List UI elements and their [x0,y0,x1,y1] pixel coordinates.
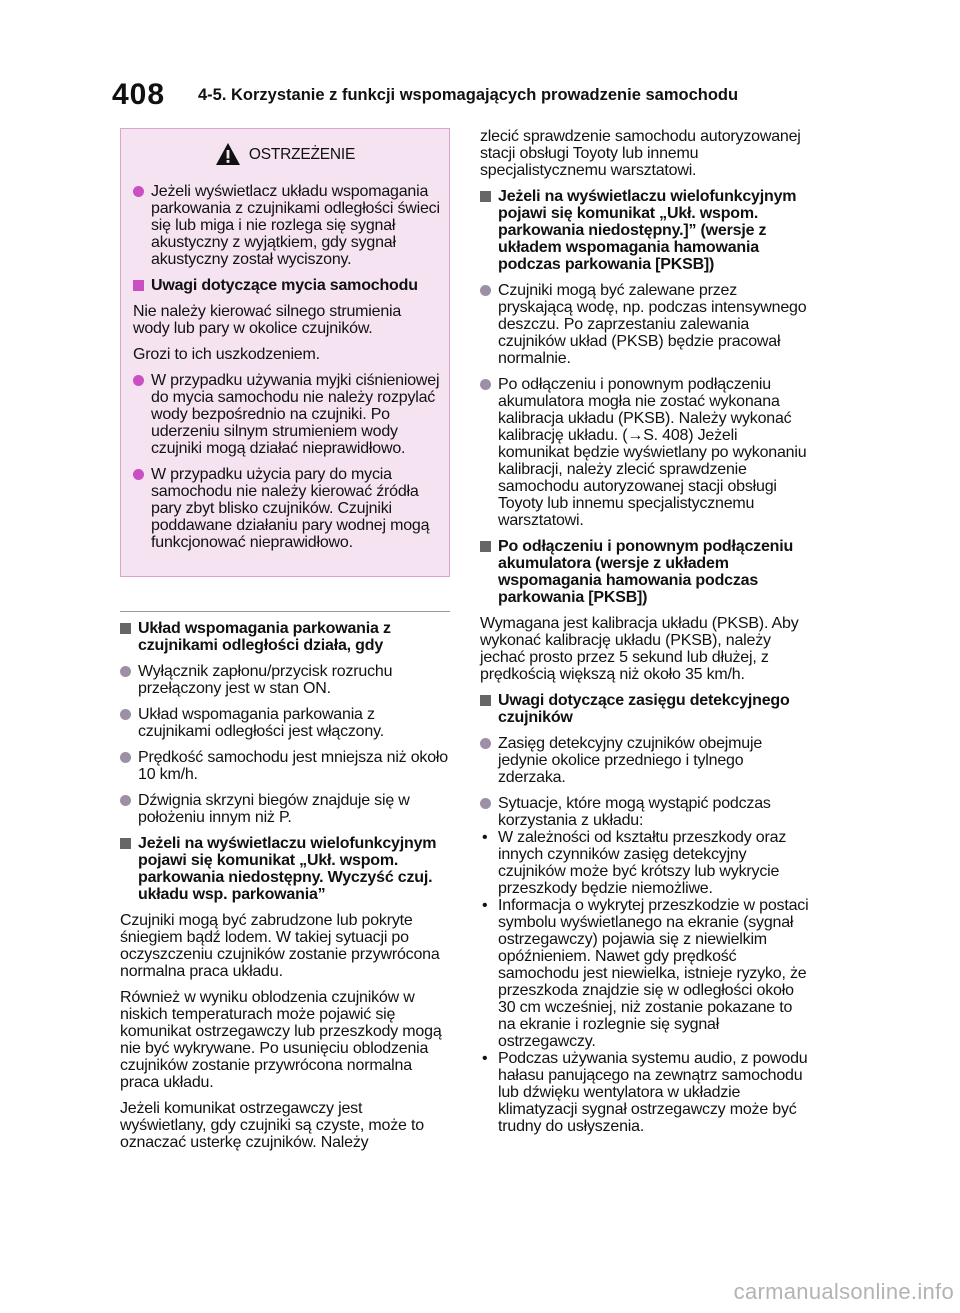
bullet-icon [120,666,131,677]
subheading-text: Jeżeli na wyświetlaczu wielofunkcyjnym pojawi się komunikat „Ukł. wspom. parkowania niedostępny.]” (wersje z układem wspomagania hamowania podczas parkowania [PKSB]) [498,188,797,273]
paragraph: Czujniki mogą być zabrudzone lub pokryte śniegiem bądź lodem. W takiej sytuacji po oczyszczeniu czujników zostanie przywrócona normalna praca układu. [120,912,440,980]
bullet-icon [133,375,144,386]
list-item [133,372,441,457]
list-item [480,282,810,367]
square-bullet-icon [120,838,131,849]
subheading [480,692,810,726]
subheading-text: Po odłączeniu i ponownym podłączeniu akumulatora (wersje z układem wspomagania hamowania podczas parkowania [PKSB]) [498,538,794,606]
bullet-mark: • [482,1050,488,1067]
paragraph: zlecić sprawdzenie samochodu autoryzowanej stacji obsługi Toyoty lub innemu specjalistycznemu warsztatowi. [480,128,801,179]
bullet-icon [120,795,131,806]
list-text: Czujniki mogą być zalewane przez pryskającą wodę, np. podczas intensywnego deszczu. Po zaprzestaniu zalewania czujników układ (PKSB) będzie pracował normalnie. [498,282,807,367]
page-header [112,78,832,118]
paragraph: Nie należy kierować silnego strumienia wody lub pary w okolice czujników. [133,303,402,337]
warning-header [121,129,449,179]
subheading [120,835,450,903]
subheading [480,538,810,606]
left-column [120,128,450,1160]
paragraph: Również w wyniku oblodzenia czujników w niskich temperaturach może pojawić się komunikat ostrzegawczy lub przeszkody mogą nie być wykrywane. Po usunięciu oblodzenia czujników zostanie przywrócona normalna praca układu. [120,989,442,1091]
warning-text: W przypadku użycia pary do mycia samochodu nie należy kierować źródła pary zbyt blisko czujników. Czujniki poddawane działaniu pary wodnej mogą funkcjonować nieprawidłowo. [151,466,430,551]
list-item [480,795,810,829]
square-bullet-icon [133,280,144,291]
warning-triangle-icon [215,142,241,166]
bullet-icon [480,379,491,390]
subheading-text: Układ wspomagania parkowania z czujnikami odległości działa, gdy [138,620,391,654]
subheading-text: Uwagi dotyczące zasięgu detekcyjnego czujników [498,692,790,726]
warning-body [121,179,449,564]
subheading [120,620,450,654]
list-item [120,792,450,826]
subheading [133,277,441,294]
sub-list-item [480,897,810,1050]
bullet-icon [120,752,131,763]
section-title: 4-5. Korzystanie z funkcji wspomagających prowadzenie samochodu [198,86,739,104]
bullet-mark: • [482,829,488,846]
list-text: Zasięg detekcyjny czujników obejmuje jedynie okolice przedniego i tylnego zderzaka. [498,735,763,786]
list-item [120,706,450,740]
list-item [480,735,810,786]
bullet-mark: • [482,897,488,914]
sub-list-item [480,829,810,897]
paragraph: Grozi to ich uszkodzeniem. [133,346,320,363]
square-bullet-icon [120,623,131,634]
list-item [133,466,441,551]
warning-text: W przypadku używania myjki ciśnieniowej do mycia samochodu nie należy rozpylać wody bezpośrednio na czujniki. Po uderzeniu silnym strumieniem wody czujniki mogą działać nieprawidłowo. [151,372,440,457]
list-text: Prędkość samochodu jest mniejsza niż około 10 km/h. [138,749,448,783]
square-bullet-icon [480,695,491,706]
right-column [480,128,810,1135]
site-watermark: carmanualsonline.info [733,1279,954,1304]
bullet-icon [133,469,144,480]
subheading-text: Uwagi dotyczące mycia samochodu [151,277,418,294]
warning-text: Jeżeli wyświetlacz układu wspomagania parkowania z czujnikami odległości świeci się lub miga i nie rozlega się sygnał akustyczny z wyjątkiem, gdy sygnał akustyczny został wyciszony. [151,183,440,268]
list-text: Sytuacje, które mogą wystąpić podczas korzystania z układu: [498,795,771,829]
list-item [133,183,441,268]
bullet-icon [120,709,131,720]
bullet-icon [480,798,491,809]
page-number: 408 [112,78,166,111]
divider [120,611,450,612]
bullet-icon [480,738,491,749]
list-item [120,749,450,783]
list-item [120,663,450,697]
list-text: Wyłącznik zapłonu/przycisk rozruchu przełączony jest w stan ON. [138,663,393,697]
list-text: Dźwignia skrzyni biegów znajduje się w położeniu innym niż P. [138,792,410,826]
sub-list-text: W zależności od kształtu przeszkody oraz innych czynników zasięg detekcyjny czujników może być krótszy lub wykrycie przeszkody będzie niemożliwe. [498,829,787,897]
list-text: Układ wspomagania parkowania z czujnikami odległości jest włączony. [138,706,384,740]
sub-list-item [480,1050,810,1135]
paragraph: Jeżeli komunikat ostrzegawczy jest wyświetlany, gdy czujniki są czyste, może to oznaczać usterkę czujników. Należy [120,1100,424,1151]
square-bullet-icon [480,191,491,202]
paragraph: Wymagana jest kalibracja układu (PKSB). Aby wykonać kalibrację układu (PKSB), należy jechać prosto przez 5 sekund lub dłużej, z prędkością większą niż około 35 km/h. [480,615,799,683]
sub-list-text: Podczas używania systemu audio, z powodu hałasu panującego na zewnątrz samochodu lub dźwięku wentylatora w układzie klimatyzacji sygnał ostrzegawczy może być trudny do usłyszenia. [498,1050,808,1135]
list-item [480,376,810,529]
sub-list-text: Informacja o wykrytej przeszkodzie w postaci symbolu wyświetlanego na ekranie (sygnał ostrzegawczy) pojawia się z niewielkim opóźnieniem. Nawet gdy prędkość samochodu jest niewielka, istnieje ryzyko, że przeszkoda znajdzie się w odległości około 30 cm wcześniej, niż zostanie pokazane to na ekranie i rozlegnie się sygnał ostrzegawczy. [498,897,809,1050]
bullet-icon [133,186,144,197]
subheading-text: Jeżeli na wyświetlaczu wielofunkcyjnym pojawi się komunikat „Ukł. wspom. parkowania niedostępny. Wyczyść czuj. układu wsp. parkowania” [138,835,437,903]
subheading [480,188,810,273]
list-text: Po odłączeniu i ponownym podłączeniu akumulatora mogła nie zostać wykonana kalibracja układu (PKSB). Należy wykonać kalibrację układu. (→S. 408) Jeżeli komunikat będzie wyświetlany po wykonaniu kalibracji, należy zlecić sprawdzenie samochodu autoryzowanej stacji obsługi Toyoty lub innemu specjalistycznemu warsztatowi. [498,376,807,529]
bullet-icon [480,285,491,296]
warning-box [120,128,450,577]
warning-title: OSTRZEŻENIE [248,145,356,163]
square-bullet-icon [480,541,491,552]
